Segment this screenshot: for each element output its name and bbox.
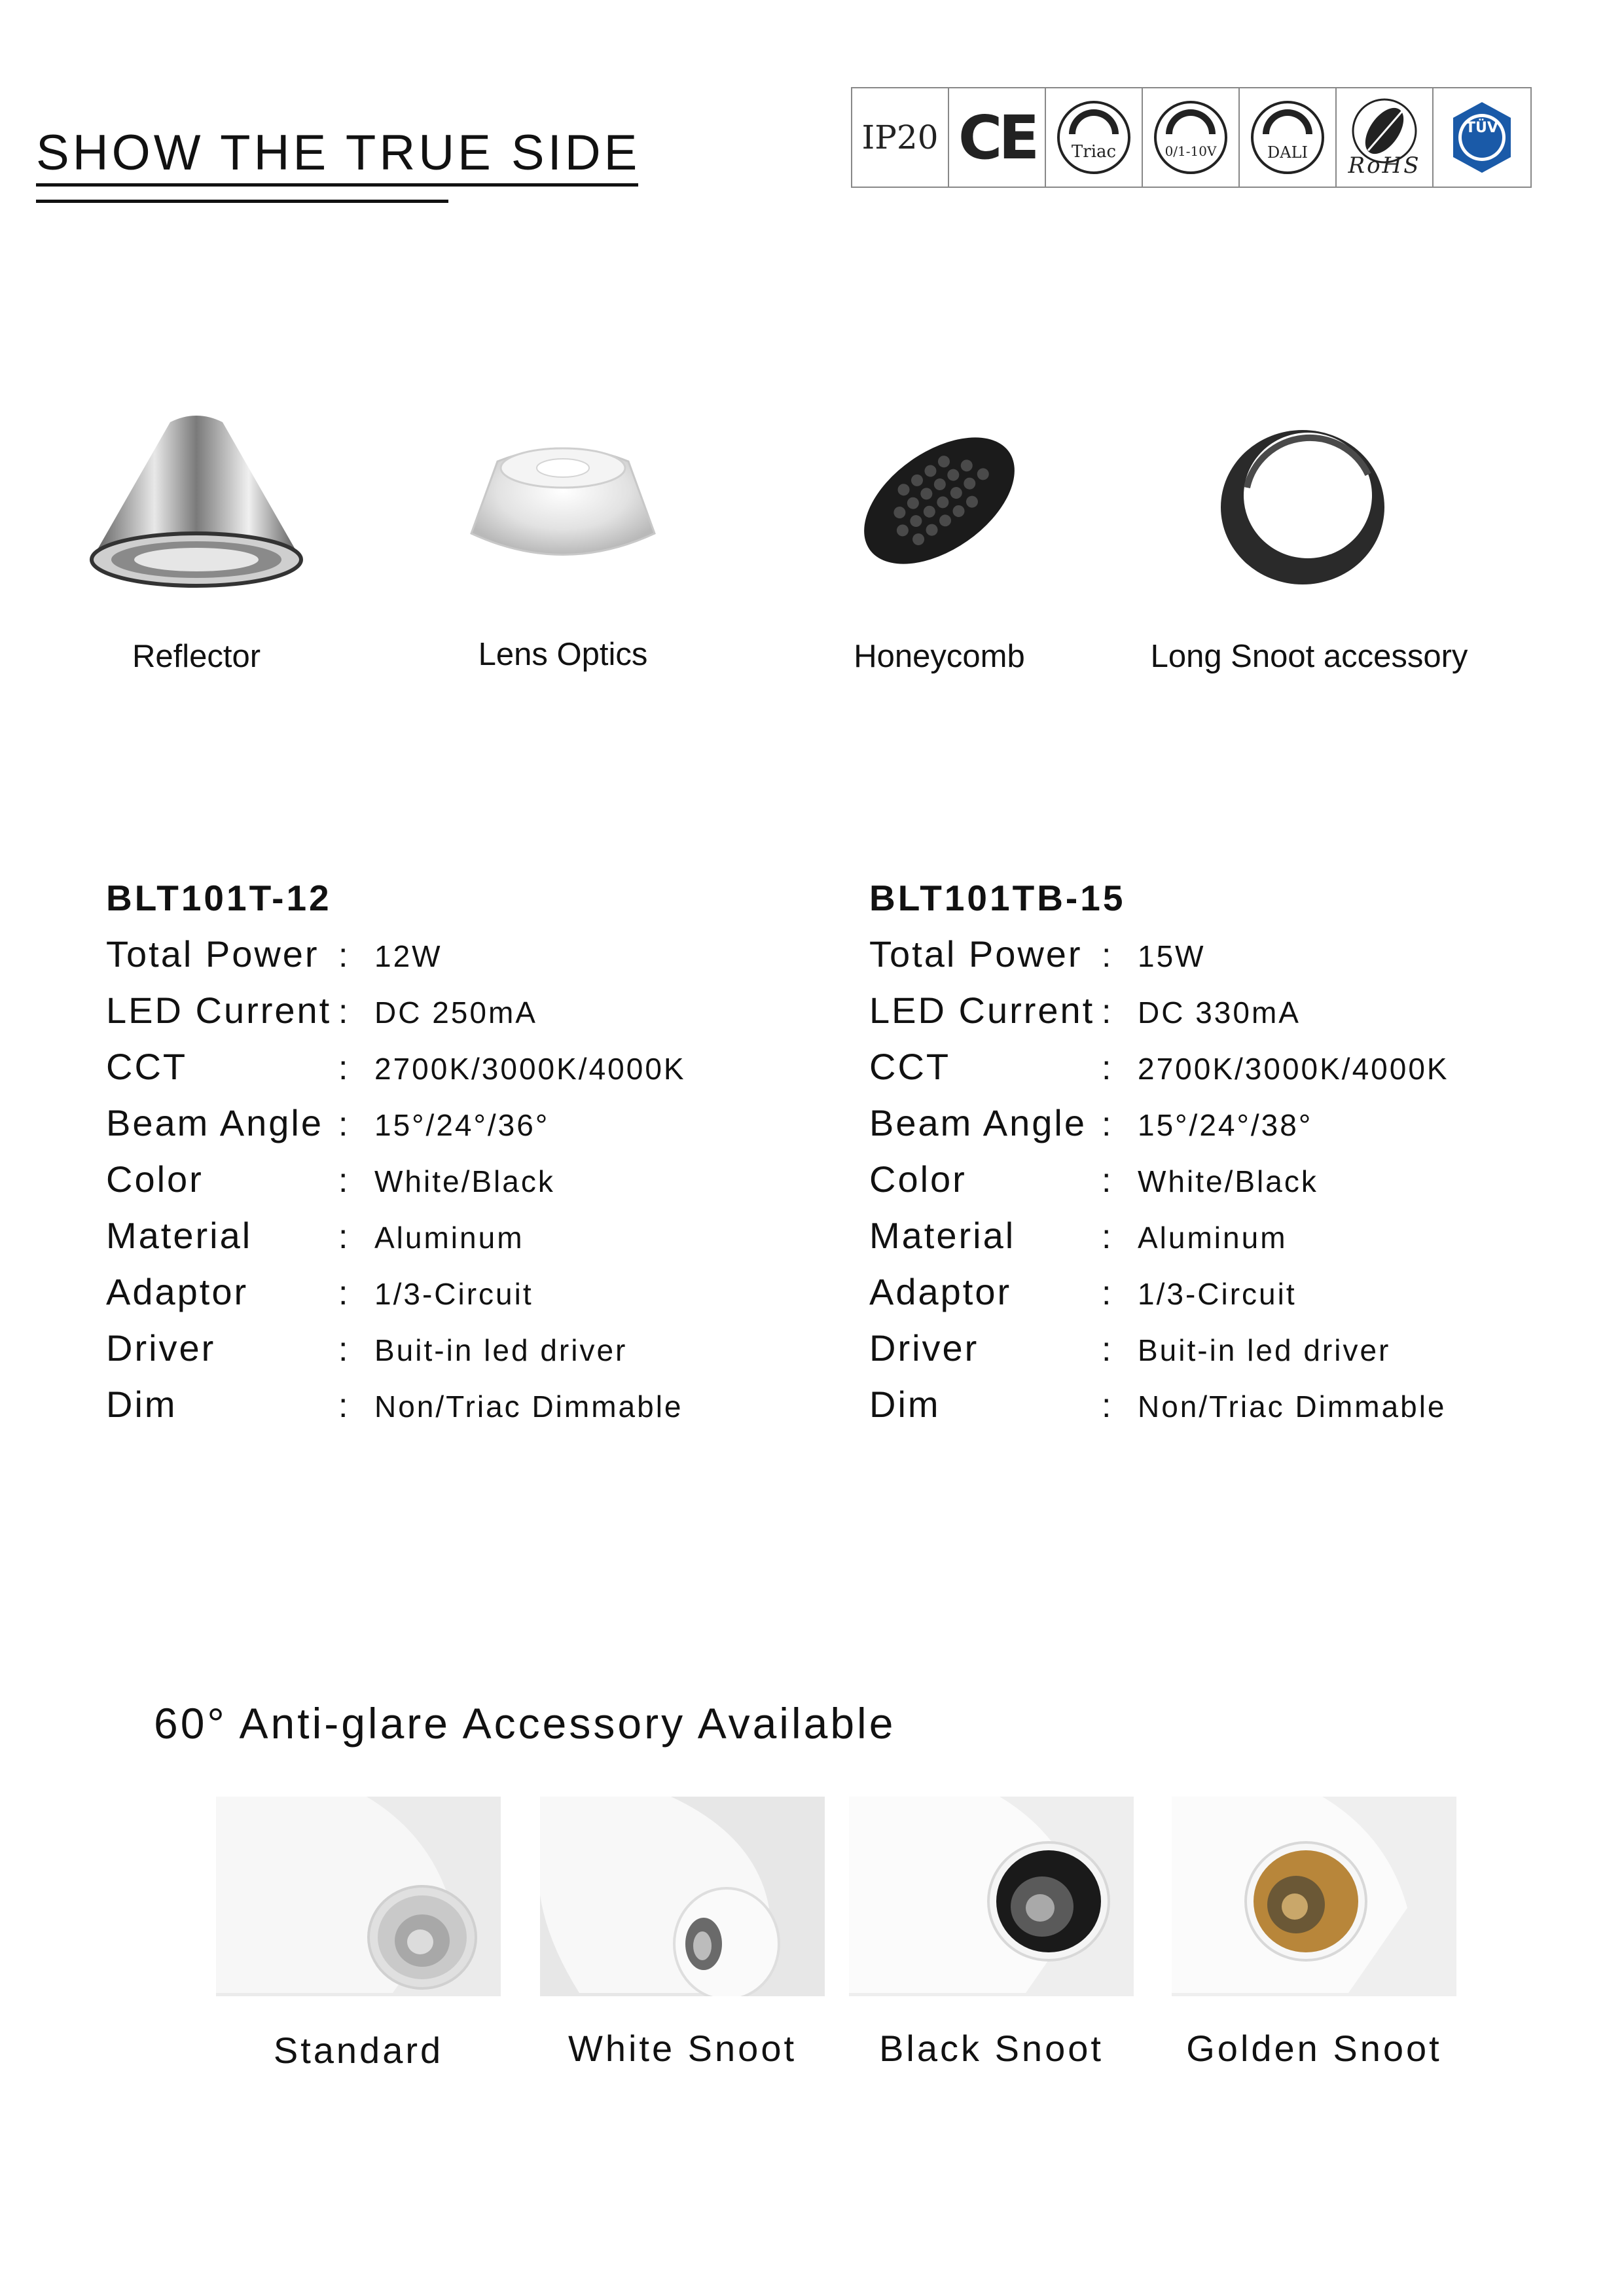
spec-row: Adaptor : 1/3-Circuit [106,1271,533,1312]
ip20-icon: IP20 [852,88,949,187]
honeycomb-image [808,393,1070,609]
spec-row: CCT : 2700K/3000K/4000K [869,1046,1449,1087]
spec-row: Adaptor : 1/3-Circuit [869,1271,1297,1312]
model-name-right: BLT101TB-15 [869,878,1126,918]
lens-optics-label: Lens Optics [478,637,648,672]
spec-row: Dim : Non/Triac Dimmable [869,1384,1447,1425]
spec-row: Color : White/Black [106,1158,555,1200]
dali-dimming-icon: DALI [1240,88,1337,187]
spec-row: Beam Angle : 15°/24°/38° [869,1102,1313,1143]
spec-row: Beam Angle : 15°/24°/36° [106,1102,550,1143]
spec-row: Dim : Non/Triac Dimmable [106,1384,683,1425]
white-snoot-label: White Snoot [568,2028,797,2069]
long-snoot-image [1172,393,1434,609]
antiglare-title: 60° Anti-glare Accessory Available [154,1699,896,1748]
long-snoot-label: Long Snoot accessory [1150,639,1468,674]
spec-row: CCT : 2700K/3000K/4000K [106,1046,686,1087]
tuv-sud-icon: TÜV [1434,88,1530,187]
reflector-image [65,393,327,609]
spec-row: LED Current : DC 250mA [106,990,537,1031]
spec-row: Material : Aluminum [869,1215,1288,1256]
certification-badges [851,87,1532,188]
spec-row: Driver : Buit-in led driver [106,1327,628,1369]
page-title: SHOW THE TRUE SIDE [36,125,641,181]
honeycomb-label: Honeycomb [854,639,1025,674]
spec-row: Material : Aluminum [106,1215,524,1256]
standard-snoot-image [216,1797,501,1996]
spec-row: Total Power : 12W [106,933,442,975]
spec-row: Driver : Buit-in led driver [869,1327,1391,1369]
title-underline-short [36,200,448,203]
white-snoot-image [540,1797,825,1996]
golden-snoot-image [1172,1797,1456,1996]
lens-optics-image [432,393,694,609]
black-snoot-image [849,1797,1134,1996]
golden-snoot-label: Golden Snoot [1186,2028,1442,2069]
spec-row: LED Current : DC 330mA [869,990,1301,1031]
spec-row: Color : White/Black [869,1158,1318,1200]
ce-mark-icon: CE [949,88,1046,187]
spec-row: Total Power : 15W [869,933,1206,975]
triac-dimming-icon: Triac [1046,88,1143,187]
model-name-left: BLT101T-12 [106,878,332,918]
rohs-icon: RoHS [1337,88,1434,187]
title-underline [36,183,638,187]
reflector-label: Reflector [132,639,261,674]
black-snoot-label: Black Snoot [879,2028,1104,2069]
0-10v-dimming-icon: 0/1-10V [1143,88,1240,187]
standard-label: Standard [273,2030,444,2071]
